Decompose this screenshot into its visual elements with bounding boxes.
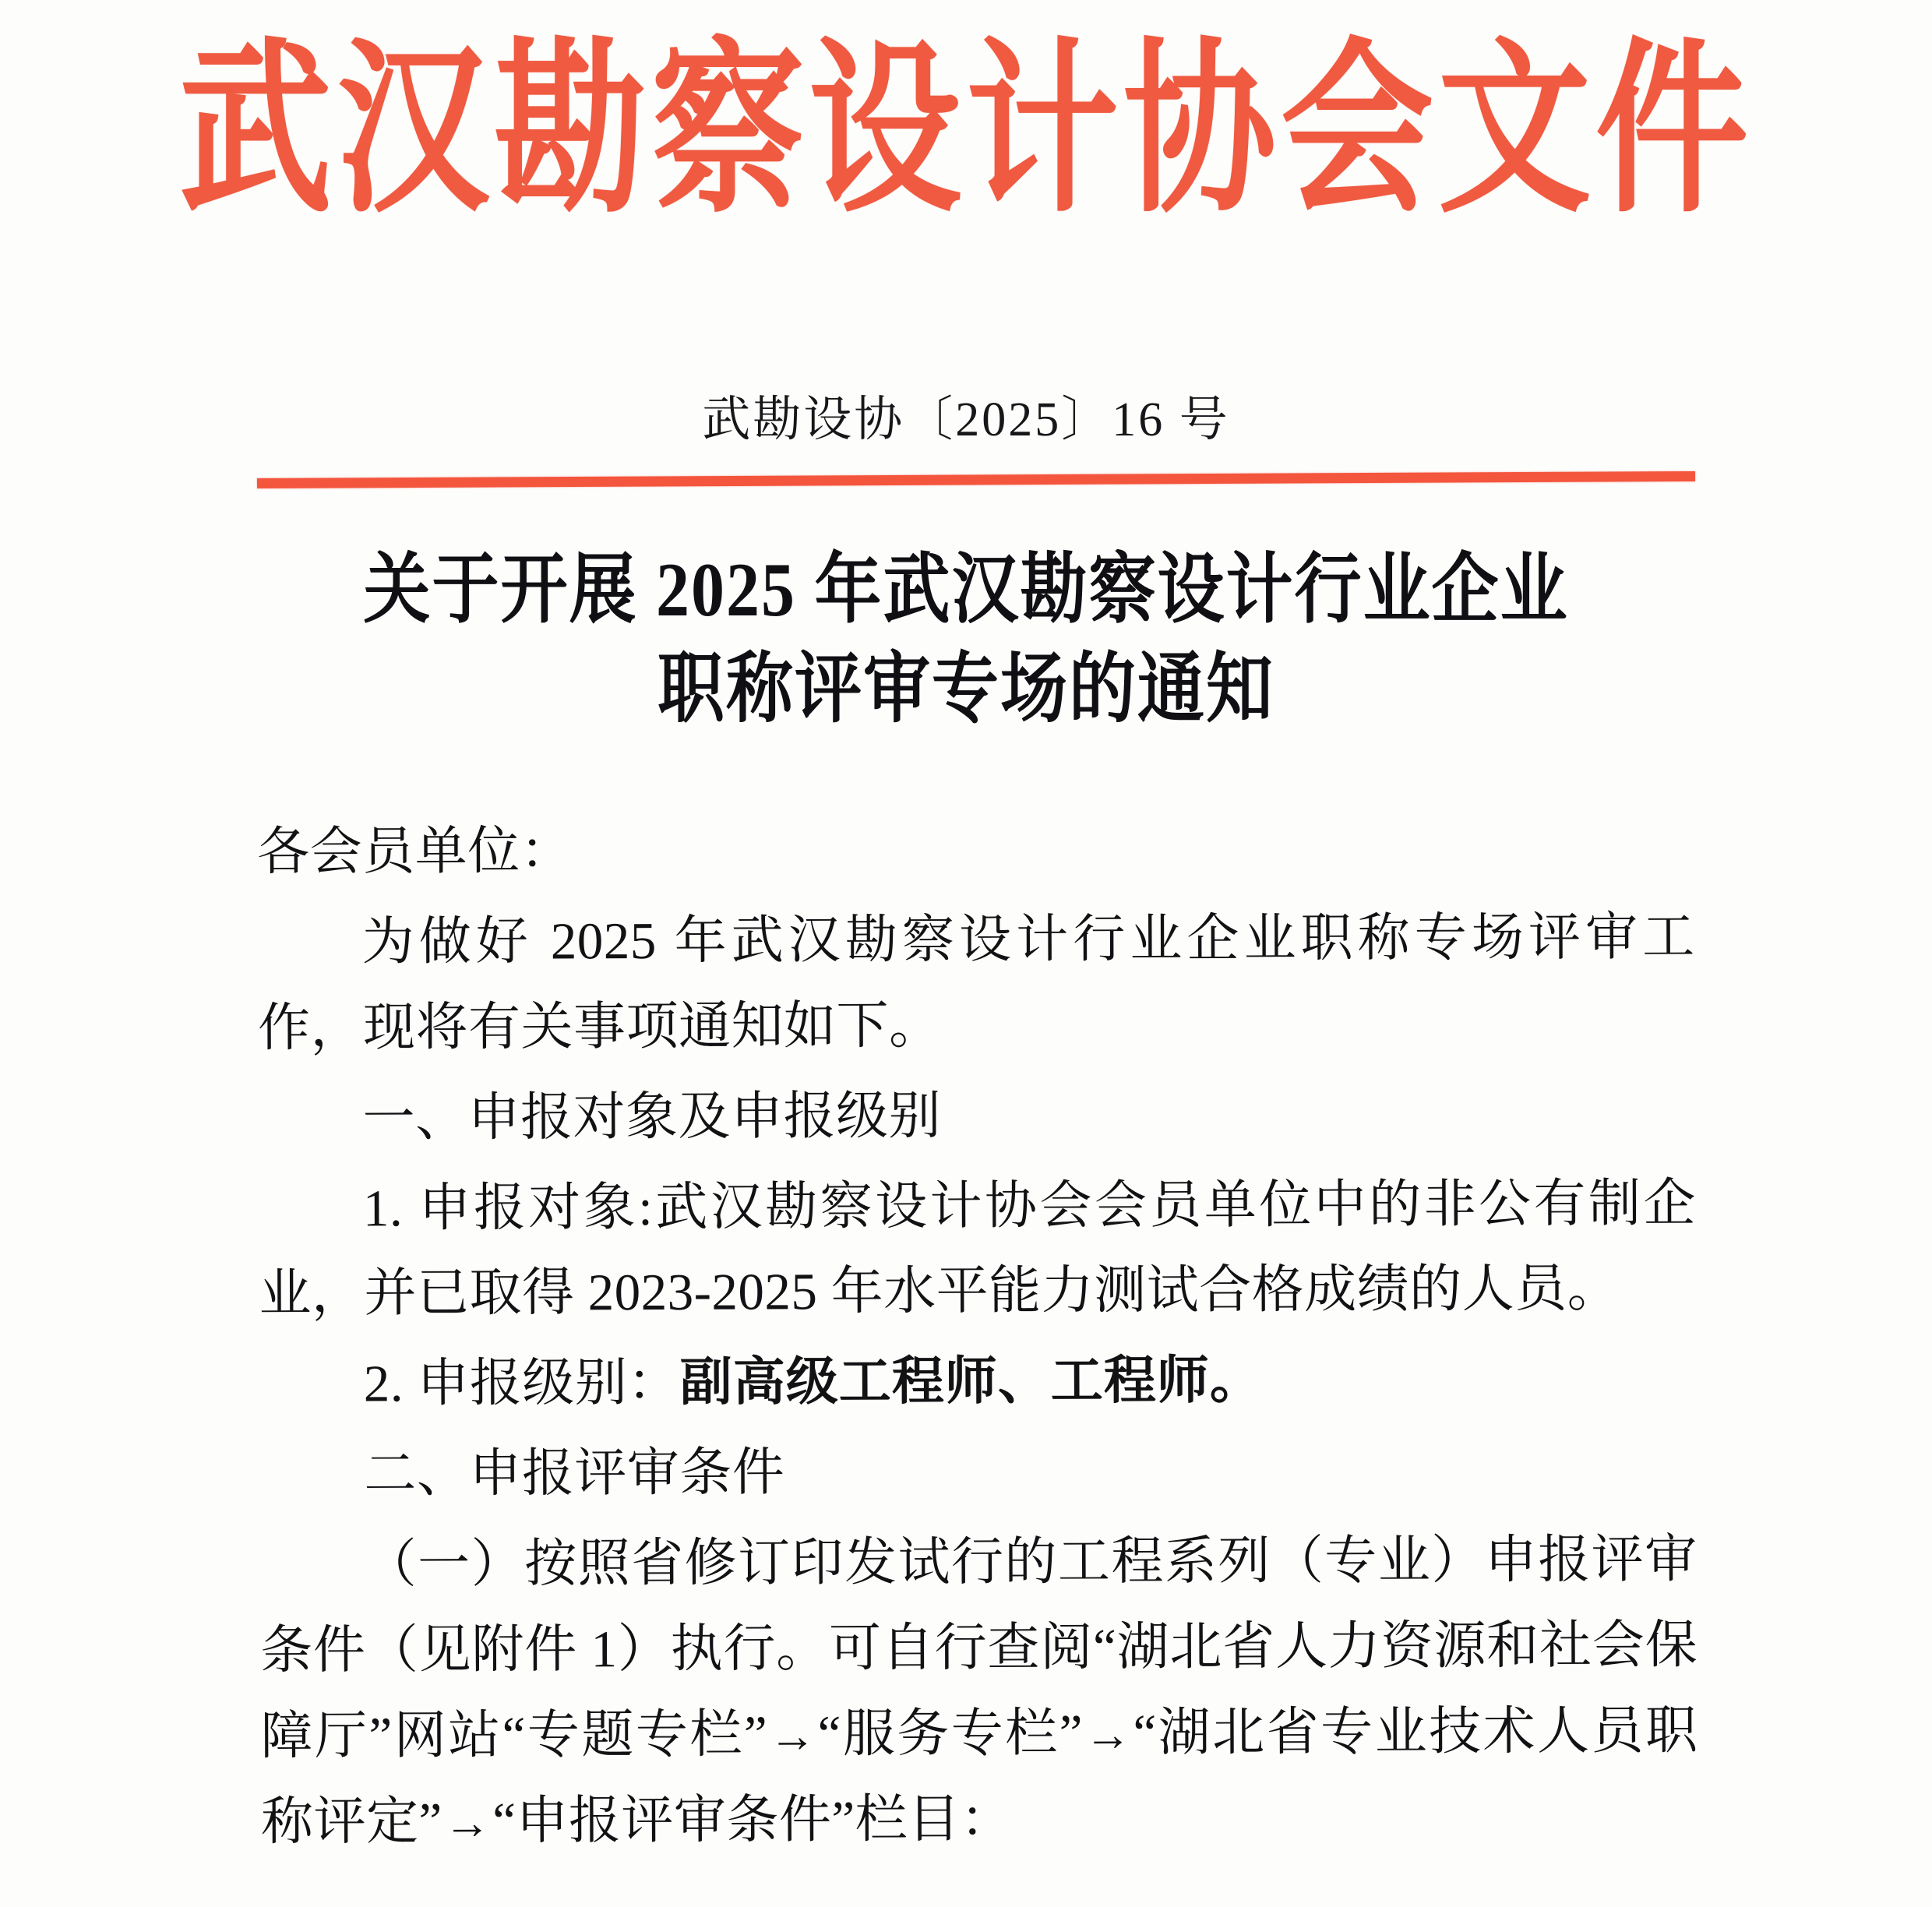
right-arrow-icon: → bbox=[768, 1710, 816, 1762]
page-title-line-2: 职称评审专场的通知 bbox=[658, 646, 1274, 731]
page-title bbox=[234, 541, 1698, 739]
right-arrow-icon: → bbox=[1084, 1708, 1132, 1761]
section-heading-two: 二、申报评审条件 bbox=[364, 1443, 785, 1503]
subsection-one-text-part-4: “申报评审条件”栏目： bbox=[492, 1789, 1014, 1850]
item-2-prefix: 2. 申报级别： bbox=[363, 1354, 680, 1413]
subsection-one-conditions bbox=[260, 1517, 1699, 1866]
item-2-levels-value: 副高级工程师、工程师。 bbox=[679, 1352, 1263, 1412]
section-heading-one: 一、申报对象及申报级别 bbox=[362, 1087, 942, 1147]
salutation: 各会员单位： bbox=[257, 822, 573, 881]
document-body bbox=[257, 805, 1698, 1870]
right-arrow-icon: → bbox=[443, 1796, 492, 1849]
item-1-applicants: 1. 申报对象:武汉勘察设计协会会员单位中的非公有制企业，并已取得 2023-2025 年水平能力测试合格成绩的人员。 bbox=[259, 1174, 1697, 1324]
subsection-one-text-part-1: （一）按照省修订印发试行的工程系列（专业）申报评审条件（见附件 1）执行。可自行查阅“湖北省人力资源和社会保障厅”网站“专题专栏” bbox=[260, 1530, 1698, 1765]
subsection-one-text-part-3: “湖北省专业技术人员职称评定” bbox=[260, 1701, 1698, 1851]
page-title-line-1: 关于开展 2025 年武汉勘察设计行业企业 bbox=[363, 546, 1569, 633]
document-number: 武勘设协〔2025〕16 号 bbox=[702, 393, 1230, 446]
item-2-levels bbox=[259, 1337, 1697, 1428]
intro-paragraph: 为做好 2025 年武汉勘察设计行业企业职称专场评审工作，现将有关事项通知如下。 bbox=[257, 908, 1695, 1057]
subsection-one-text-part-2: “服务专栏” bbox=[817, 1704, 1084, 1763]
red-divider-rule bbox=[257, 471, 1695, 488]
masthead-title: 武汉勘察设计协会文件 bbox=[178, 28, 1753, 235]
